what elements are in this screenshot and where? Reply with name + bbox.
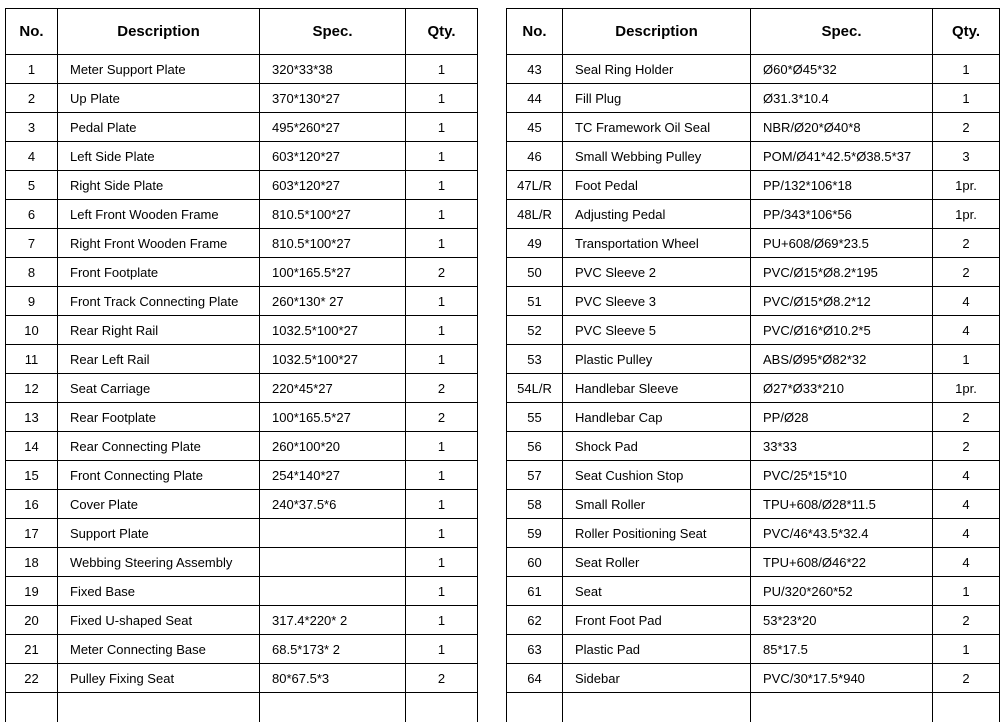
column-header-spec: Spec. (751, 9, 933, 55)
cell-qty: 4 (933, 316, 1000, 345)
cell-no: 2 (6, 84, 58, 113)
table-row (6, 374, 478, 403)
right-table-body (507, 55, 1000, 722)
cell-no: 54L/R (507, 374, 563, 403)
cell-spec: 810.5*100*27 (260, 200, 406, 229)
table-row (507, 519, 1000, 548)
cell-spec: TPU+608/Ø46*22 (751, 548, 933, 577)
cell-spec: 254*140*27 (260, 461, 406, 490)
left-table-body (6, 55, 478, 722)
cell-spec: 53*23*20 (751, 606, 933, 635)
cell-spec: PVC/Ø15*Ø8.2*12 (751, 287, 933, 316)
cell-description: Front Footplate (58, 258, 260, 287)
table-row (507, 229, 1000, 258)
cell-no: 21 (6, 635, 58, 664)
cell-qty: 1 (406, 461, 478, 490)
cell-spec: 260*100*20 (260, 432, 406, 461)
cell-no: 43 (507, 55, 563, 84)
cell-description: Seat Carriage (58, 374, 260, 403)
header-row (507, 9, 1000, 55)
table-row (6, 84, 478, 113)
table-row-partial (6, 693, 478, 722)
cell-spec: POM/Ø41*42.5*Ø38.5*37 (751, 142, 933, 171)
table-row (507, 635, 1000, 664)
cell-no: 61 (507, 577, 563, 606)
cell-spec (260, 693, 406, 722)
table-row (6, 316, 478, 345)
table-row (507, 461, 1000, 490)
cell-no: 57 (507, 461, 563, 490)
column-header-qty: Qty. (406, 9, 478, 55)
cell-qty: 1pr. (933, 200, 1000, 229)
cell-spec: PU/320*260*52 (751, 577, 933, 606)
cell-qty: 2 (406, 374, 478, 403)
cell-spec: PVC/30*17.5*940 (751, 664, 933, 693)
cell-qty (933, 693, 1000, 722)
cell-spec: TPU+608/Ø28*11.5 (751, 490, 933, 519)
cell-no: 60 (507, 548, 563, 577)
cell-no: 49 (507, 229, 563, 258)
cell-spec: 1032.5*100*27 (260, 345, 406, 374)
cell-qty: 1 (933, 84, 1000, 113)
cell-description: Meter Connecting Base (58, 635, 260, 664)
cell-qty: 2 (933, 432, 1000, 461)
table-row (507, 316, 1000, 345)
cell-description: Cover Plate (58, 490, 260, 519)
cell-no: 3 (6, 113, 58, 142)
cell-qty: 4 (933, 548, 1000, 577)
cell-spec: PU+608/Ø69*23.5 (751, 229, 933, 258)
table-row (6, 490, 478, 519)
table-row (507, 548, 1000, 577)
cell-spec: Ø60*Ø45*32 (751, 55, 933, 84)
cell-description: Handlebar Sleeve (563, 374, 751, 403)
table-row (6, 461, 478, 490)
cell-no: 17 (6, 519, 58, 548)
cell-qty: 2 (933, 258, 1000, 287)
cell-no: 6 (6, 200, 58, 229)
cell-description: Rear Right Rail (58, 316, 260, 345)
cell-no: 20 (6, 606, 58, 635)
cell-description: Front Foot Pad (563, 606, 751, 635)
cell-qty: 1 (406, 142, 478, 171)
table-row (6, 635, 478, 664)
table-row (507, 287, 1000, 316)
cell-qty: 1 (406, 548, 478, 577)
table-row (6, 345, 478, 374)
table-row (6, 548, 478, 577)
cell-spec (751, 693, 933, 722)
cell-no: 63 (507, 635, 563, 664)
cell-qty: 4 (933, 519, 1000, 548)
cell-description: PVC Sleeve 3 (563, 287, 751, 316)
cell-spec: 240*37.5*6 (260, 490, 406, 519)
cell-qty: 1 (933, 635, 1000, 664)
cell-no: 64 (507, 664, 563, 693)
column-header-qty: Qty. (933, 9, 1000, 55)
cell-spec (260, 519, 406, 548)
cell-no: 4 (6, 142, 58, 171)
table-row (507, 200, 1000, 229)
cell-description: Meter Support Plate (58, 55, 260, 84)
cell-qty: 1 (406, 316, 478, 345)
cell-description: TC Framework Oil Seal (563, 113, 751, 142)
table-row (507, 490, 1000, 519)
cell-qty: 2 (406, 258, 478, 287)
table-row (6, 664, 478, 693)
cell-spec: 33*33 (751, 432, 933, 461)
cell-description: Sidebar (563, 664, 751, 693)
cell-spec: PVC/Ø16*Ø10.2*5 (751, 316, 933, 345)
cell-qty: 2 (406, 403, 478, 432)
cell-description: PVC Sleeve 2 (563, 258, 751, 287)
table-row (6, 606, 478, 635)
cell-qty: 1 (406, 171, 478, 200)
table-row (507, 664, 1000, 693)
cell-no: 50 (507, 258, 563, 287)
table-row (507, 403, 1000, 432)
cell-spec: 370*130*27 (260, 84, 406, 113)
table-row (507, 258, 1000, 287)
cell-qty: 3 (933, 142, 1000, 171)
column-header-spec: Spec. (260, 9, 406, 55)
cell-no: 13 (6, 403, 58, 432)
cell-description (58, 693, 260, 722)
cell-description: Plastic Pad (563, 635, 751, 664)
cell-spec (260, 577, 406, 606)
cell-no: 19 (6, 577, 58, 606)
cell-description: Pulley Fixing Seat (58, 664, 260, 693)
table-row (507, 142, 1000, 171)
cell-qty: 2 (933, 664, 1000, 693)
cell-description: Handlebar Cap (563, 403, 751, 432)
cell-spec: NBR/Ø20*Ø40*8 (751, 113, 933, 142)
cell-qty: 2 (933, 113, 1000, 142)
cell-description: Seal Ring Holder (563, 55, 751, 84)
cell-spec: PP/132*106*18 (751, 171, 933, 200)
cell-qty: 2 (933, 606, 1000, 635)
cell-qty: 1 (406, 490, 478, 519)
table-row (6, 142, 478, 171)
cell-qty: 1 (406, 635, 478, 664)
table-row (507, 113, 1000, 142)
cell-qty: 1 (406, 113, 478, 142)
table-row (507, 171, 1000, 200)
table-row (507, 84, 1000, 113)
cell-no: 47L/R (507, 171, 563, 200)
table-row (6, 432, 478, 461)
cell-spec: 85*17.5 (751, 635, 933, 664)
cell-no: 55 (507, 403, 563, 432)
table-row (507, 345, 1000, 374)
table-row (6, 200, 478, 229)
table-row (6, 519, 478, 548)
cell-description: Left Front Wooden Frame (58, 200, 260, 229)
cell-qty: 4 (933, 490, 1000, 519)
cell-description: Small Webbing Pulley (563, 142, 751, 171)
cell-qty (406, 693, 478, 722)
cell-no: 15 (6, 461, 58, 490)
cell-spec: 100*165.5*27 (260, 403, 406, 432)
cell-no: 22 (6, 664, 58, 693)
cell-spec: Ø27*Ø33*210 (751, 374, 933, 403)
cell-description: Fixed U-shaped Seat (58, 606, 260, 635)
cell-qty: 4 (933, 287, 1000, 316)
cell-description: Pedal Plate (58, 113, 260, 142)
cell-description: Foot Pedal (563, 171, 751, 200)
cell-no: 46 (507, 142, 563, 171)
cell-no: 1 (6, 55, 58, 84)
cell-spec: 1032.5*100*27 (260, 316, 406, 345)
cell-no: 16 (6, 490, 58, 519)
cell-spec: 603*120*27 (260, 142, 406, 171)
cell-qty: 1 (406, 432, 478, 461)
cell-description: Small Roller (563, 490, 751, 519)
cell-no: 51 (507, 287, 563, 316)
cell-qty: 2 (406, 664, 478, 693)
cell-no: 52 (507, 316, 563, 345)
cell-description: Rear Footplate (58, 403, 260, 432)
table-row (6, 229, 478, 258)
cell-spec: 810.5*100*27 (260, 229, 406, 258)
cell-qty: 1 (933, 55, 1000, 84)
cell-qty: 1 (933, 577, 1000, 606)
cell-no: 8 (6, 258, 58, 287)
cell-qty: 1 (406, 577, 478, 606)
table-row (6, 171, 478, 200)
cell-qty: 2 (933, 403, 1000, 432)
cell-description: Front Track Connecting Plate (58, 287, 260, 316)
cell-description: Support Plate (58, 519, 260, 548)
table-row (507, 432, 1000, 461)
column-header-no: No. (6, 9, 58, 55)
table-row (6, 55, 478, 84)
cell-no: 5 (6, 171, 58, 200)
table-row (6, 113, 478, 142)
cell-no: 53 (507, 345, 563, 374)
parts-table-left (5, 8, 478, 722)
cell-description: Fixed Base (58, 577, 260, 606)
cell-description: PVC Sleeve 5 (563, 316, 751, 345)
cell-description: Right Front Wooden Frame (58, 229, 260, 258)
cell-qty: 1 (406, 55, 478, 84)
cell-qty: 1 (406, 345, 478, 374)
cell-no (507, 693, 563, 722)
cell-no: 12 (6, 374, 58, 403)
cell-description: Seat (563, 577, 751, 606)
cell-no: 11 (6, 345, 58, 374)
cell-description: Right Side Plate (58, 171, 260, 200)
cell-spec: 317.4*220* 2 (260, 606, 406, 635)
cell-spec: 80*67.5*3 (260, 664, 406, 693)
cell-qty: 1 (406, 606, 478, 635)
cell-description: Up Plate (58, 84, 260, 113)
table-row (6, 403, 478, 432)
cell-description: Shock Pad (563, 432, 751, 461)
table-row-partial (507, 693, 1000, 722)
table-row (6, 287, 478, 316)
cell-spec: PP/343*106*56 (751, 200, 933, 229)
cell-description: Transportation Wheel (563, 229, 751, 258)
column-header-description: Description (563, 9, 751, 55)
cell-no: 10 (6, 316, 58, 345)
cell-no: 45 (507, 113, 563, 142)
cell-qty: 1 (406, 84, 478, 113)
cell-no: 58 (507, 490, 563, 519)
cell-description: Rear Connecting Plate (58, 432, 260, 461)
cell-spec: Ø31.3*10.4 (751, 84, 933, 113)
table-row (6, 577, 478, 606)
cell-qty: 4 (933, 461, 1000, 490)
cell-description: Seat Roller (563, 548, 751, 577)
cell-spec: ABS/Ø95*Ø82*32 (751, 345, 933, 374)
cell-description: Webbing Steering Assembly (58, 548, 260, 577)
cell-description (563, 693, 751, 722)
cell-spec: PVC/46*43.5*32.4 (751, 519, 933, 548)
cell-spec: 320*33*38 (260, 55, 406, 84)
cell-no: 9 (6, 287, 58, 316)
cell-description: Seat Cushion Stop (563, 461, 751, 490)
cell-qty: 1pr. (933, 171, 1000, 200)
cell-no: 7 (6, 229, 58, 258)
cell-spec: PVC/Ø15*Ø8.2*195 (751, 258, 933, 287)
cell-description: Adjusting Pedal (563, 200, 751, 229)
table-row (507, 606, 1000, 635)
cell-qty: 1 (933, 345, 1000, 374)
cell-no: 56 (507, 432, 563, 461)
cell-spec: 68.5*173* 2 (260, 635, 406, 664)
cell-description: Front Connecting Plate (58, 461, 260, 490)
parts-table-right (506, 8, 1000, 722)
cell-no (6, 693, 58, 722)
table-row (507, 374, 1000, 403)
cell-spec (260, 548, 406, 577)
table-row (507, 55, 1000, 84)
cell-spec: PP/Ø28 (751, 403, 933, 432)
cell-no: 18 (6, 548, 58, 577)
cell-no: 62 (507, 606, 563, 635)
cell-description: Plastic Pulley (563, 345, 751, 374)
table-row (507, 577, 1000, 606)
cell-spec: PVC/25*15*10 (751, 461, 933, 490)
table-row (6, 258, 478, 287)
cell-spec: 495*260*27 (260, 113, 406, 142)
cell-qty: 1pr. (933, 374, 1000, 403)
cell-no: 59 (507, 519, 563, 548)
cell-qty: 1 (406, 229, 478, 258)
cell-no: 14 (6, 432, 58, 461)
column-header-description: Description (58, 9, 260, 55)
column-header-no: No. (507, 9, 563, 55)
cell-qty: 1 (406, 519, 478, 548)
cell-description: Rear Left Rail (58, 345, 260, 374)
cell-spec: 260*130* 27 (260, 287, 406, 316)
cell-no: 44 (507, 84, 563, 113)
cell-no: 48L/R (507, 200, 563, 229)
cell-description: Fill Plug (563, 84, 751, 113)
cell-spec: 100*165.5*27 (260, 258, 406, 287)
cell-qty: 2 (933, 229, 1000, 258)
header-row (6, 9, 478, 55)
cell-qty: 1 (406, 287, 478, 316)
cell-description: Left Side Plate (58, 142, 260, 171)
cell-spec: 220*45*27 (260, 374, 406, 403)
cell-spec: 603*120*27 (260, 171, 406, 200)
cell-qty: 1 (406, 200, 478, 229)
cell-description: Roller Positioning Seat (563, 519, 751, 548)
